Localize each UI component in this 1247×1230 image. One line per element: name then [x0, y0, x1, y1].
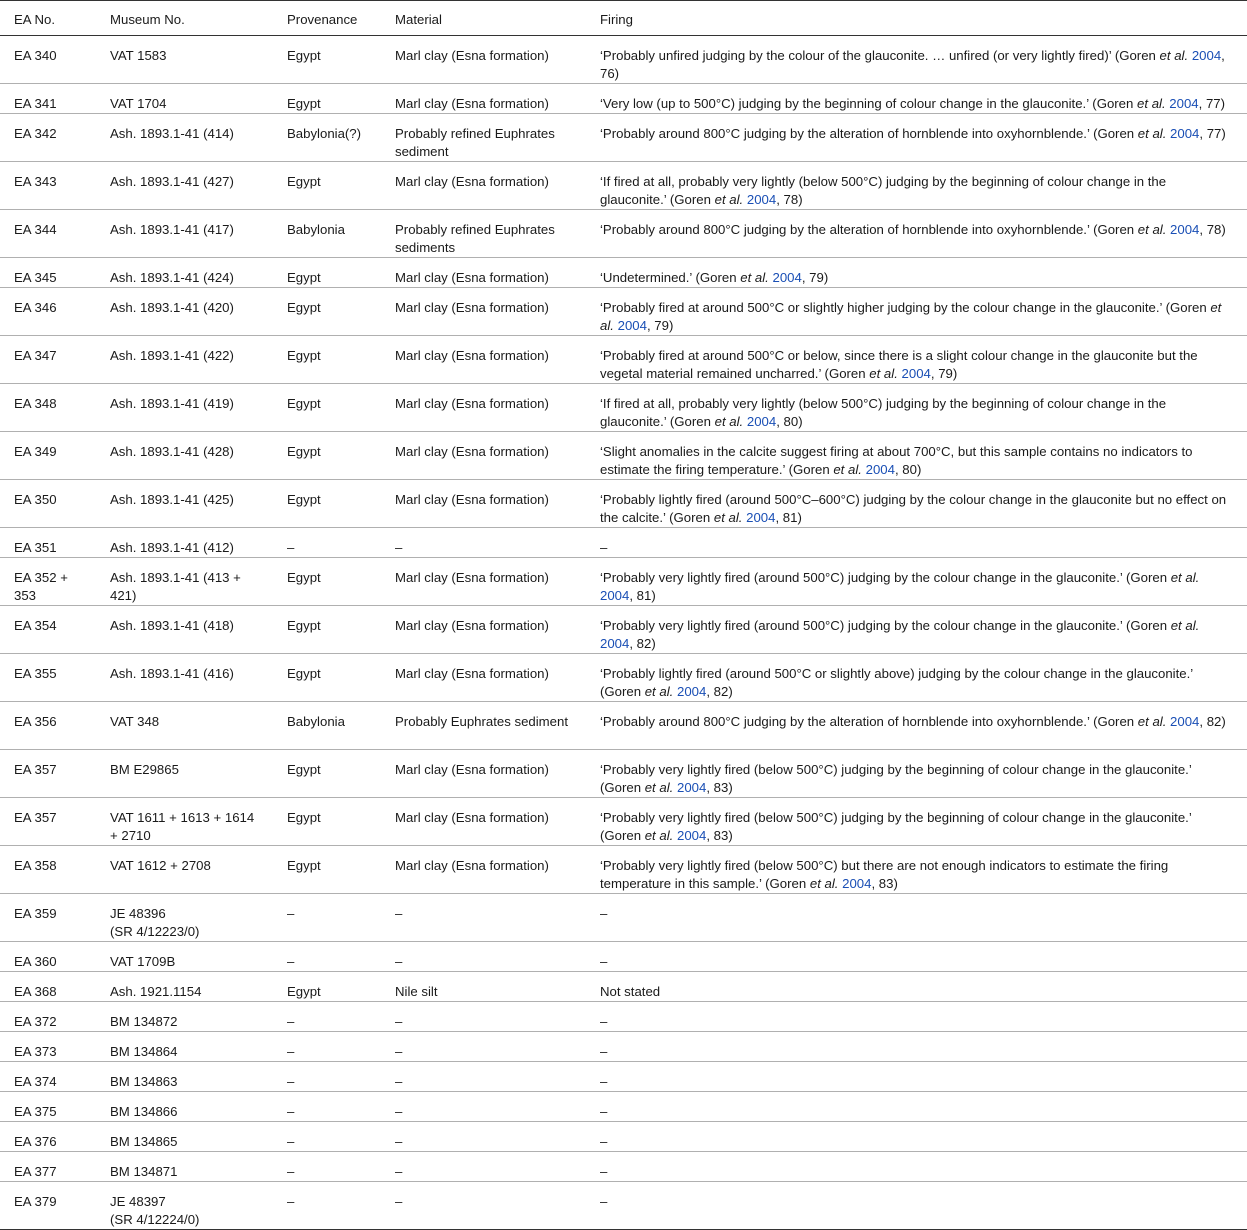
reference-link[interactable]: 2004: [1170, 222, 1200, 237]
cell-provenance: –: [273, 1091, 381, 1121]
table-row: [0, 210, 1247, 258]
firing-text: –: [600, 1163, 608, 1179]
cell-firing: [579, 606, 1247, 654]
cell-material: Marl clay (Esna formation): [381, 384, 579, 432]
museum-number: VAT 1704: [110, 96, 167, 111]
table-row: [0, 702, 1247, 750]
cell-ea-no: EA 343: [0, 162, 96, 210]
et-al: et al.: [1137, 96, 1166, 111]
cell-museum-no: [96, 971, 273, 1001]
firing-text: ‘Probably very lightly fired (below 500°C) judging by the beginning of colour change in the glauconite.’ (Goren: [600, 809, 1192, 843]
cell-museum-no: [96, 336, 273, 384]
page-ref: , 82): [1199, 714, 1226, 729]
firing-text: –: [600, 905, 608, 921]
cell-firing: [579, 1181, 1247, 1229]
table-row: [0, 162, 1247, 210]
table-row: [0, 114, 1247, 162]
header-ea-no: EA No.: [0, 1, 96, 36]
page-ref: , 78): [776, 192, 803, 207]
reference-link[interactable]: 2004: [1170, 714, 1200, 729]
cell-museum-no: [96, 845, 273, 893]
et-al: et al.: [600, 300, 1222, 333]
cell-material: Marl clay (Esna formation): [381, 36, 579, 84]
table-row: [0, 36, 1247, 84]
cell-ea-no: EA 340: [0, 36, 96, 84]
et-al: et al.: [809, 875, 839, 891]
et-al: et al.: [869, 366, 898, 381]
cell-firing: [579, 114, 1247, 162]
reference-link[interactable]: 2004: [1191, 48, 1222, 63]
header-firing: Firing: [579, 1, 1247, 36]
firing-text: –: [600, 1073, 608, 1089]
cell-firing: [579, 797, 1247, 845]
cell-firing: [579, 528, 1247, 558]
firing-text: ‘Probably lightly fired (around 500°C–600°C) judging by the colour change in the glauconite but no effect on the calcite.’ (Goren: [600, 492, 1227, 525]
cell-provenance: –: [273, 1151, 381, 1181]
cell-museum-no: [96, 84, 273, 114]
cell-provenance: Egypt: [273, 36, 381, 84]
cell-ea-no: EA 376: [0, 1121, 96, 1151]
firing-text: ‘Probably around 800°C judging by the alteration of hornblende into oxyhornblende.’ (Goren: [600, 222, 1135, 237]
cell-provenance: Egypt: [273, 845, 381, 893]
cell-firing: [579, 654, 1247, 702]
page-ref: , 80): [894, 462, 922, 477]
cell-material: Marl clay (Esna formation): [381, 606, 579, 654]
table-body: [0, 36, 1247, 1230]
cell-ea-no: EA 342: [0, 114, 96, 162]
museum-number: Ash. 1893.1-41 (420): [110, 300, 234, 315]
header-material: Material: [381, 1, 579, 36]
museum-number: Ash. 1893.1-41 (412): [110, 540, 234, 555]
museum-number: Ash. 1893.1-41 (424): [110, 270, 234, 285]
firing-text: ‘Probably very lightly fired (below 500°C) but there are not enough indicators to estimate the firing temperature in this sample.’ (Goren: [600, 857, 1169, 891]
cell-museum-no: [96, 893, 273, 941]
cell-museum-no: [96, 1091, 273, 1121]
page-ref: , 79): [801, 270, 829, 285]
museum-number: BM 134865: [110, 1133, 178, 1149]
cell-material: Probably refined Euphrates sediment: [381, 114, 579, 162]
et-al: et al.: [740, 270, 769, 285]
page-ref: , 78): [1199, 222, 1226, 237]
page-ref: , 79): [646, 318, 674, 333]
firing-text: ‘Probably unfired judging by the colour of the glauconite. … unfired (or very lightly fired)’ (Goren: [600, 48, 1156, 63]
museum-number-secondary: (SR 4/12223/0): [110, 923, 200, 939]
cell-provenance: –: [273, 1061, 381, 1091]
cell-material: –: [381, 1091, 579, 1121]
page-ref: , 77): [1199, 126, 1226, 141]
museum-number: Ash. 1893.1-41 (413 + 421): [110, 570, 241, 603]
table-row: [0, 893, 1247, 941]
table-row: [0, 558, 1247, 606]
table-row: [0, 654, 1247, 702]
et-al: et al.: [714, 192, 744, 207]
museum-number: JE 48397: [110, 1193, 166, 1209]
cell-firing: [579, 558, 1247, 606]
cell-provenance: Egypt: [273, 654, 381, 702]
museum-number: Ash. 1893.1-41 (428): [110, 444, 234, 459]
table-row: [0, 797, 1247, 845]
cell-firing: [579, 480, 1247, 528]
et-al: et al.: [713, 510, 743, 525]
cell-museum-no: [96, 1151, 273, 1181]
table-header: [0, 1, 1247, 36]
cell-firing: [579, 893, 1247, 941]
reference-link[interactable]: 2004: [676, 827, 707, 843]
cell-firing: [579, 1001, 1247, 1031]
cell-firing: [579, 702, 1247, 750]
page-ref: , 82): [629, 636, 656, 651]
cell-ea-no: EA 349: [0, 432, 96, 480]
cell-firing: [579, 1061, 1247, 1091]
cell-provenance: Egypt: [273, 336, 381, 384]
cell-ea-no: EA 346: [0, 288, 96, 336]
table-row: [0, 1061, 1247, 1091]
cell-museum-no: [96, 558, 273, 606]
cell-ea-no: EA 357: [0, 749, 96, 797]
cell-firing: [579, 941, 1247, 971]
museum-number: BM 134872: [110, 1013, 178, 1029]
reference-link[interactable]: 2004: [772, 270, 802, 285]
cell-provenance: Babylonia: [273, 210, 381, 258]
cell-provenance: Egypt: [273, 258, 381, 288]
cell-museum-no: [96, 1181, 273, 1229]
cell-material: Nile silt: [381, 971, 579, 1001]
reference-link[interactable]: 2004: [746, 192, 777, 207]
cell-ea-no: EA 357: [0, 797, 96, 845]
museum-number: BM 134871: [110, 1163, 178, 1179]
reference-link[interactable]: 2004: [865, 462, 895, 477]
header-provenance: Provenance: [273, 1, 381, 36]
cell-museum-no: [96, 1001, 273, 1031]
page-ref: , 77): [1198, 96, 1226, 111]
table-row: [0, 384, 1247, 432]
firing-text: ‘Very low (up to 500°C) judging by the beginning of colour change in the glauconite.’ (Goren: [600, 96, 1134, 111]
reference-link[interactable]: 2004: [901, 366, 931, 381]
et-al: et al.: [1137, 714, 1167, 729]
cell-museum-no: [96, 384, 273, 432]
cell-material: –: [381, 1031, 579, 1061]
museum-number: BM 134866: [110, 1103, 178, 1119]
cell-material: Marl clay (Esna formation): [381, 432, 579, 480]
cell-firing: [579, 1121, 1247, 1151]
cell-firing: [579, 288, 1247, 336]
table-row: [0, 941, 1247, 971]
cell-ea-no: EA 377: [0, 1151, 96, 1181]
table-row: [0, 1151, 1247, 1181]
cell-material: Marl clay (Esna formation): [381, 797, 579, 845]
table-row: [0, 288, 1247, 336]
cell-provenance: Egypt: [273, 971, 381, 1001]
table-row: [0, 1031, 1247, 1061]
et-al: et al.: [644, 779, 674, 795]
museum-number: BM 134863: [110, 1073, 178, 1089]
museum-number: Ash. 1921.1154: [110, 983, 202, 999]
et-al: et al.: [1137, 222, 1167, 237]
firing-text: ‘Probably around 800°C judging by the alteration of hornblende into oxyhornblende.’ (Goren: [600, 126, 1135, 141]
firing-text: ‘Probably very lightly fired (around 500°C) judging by the colour change in the glauconite.’ (Goren: [600, 618, 1168, 633]
cell-firing: [579, 384, 1247, 432]
cell-provenance: Egypt: [273, 558, 381, 606]
table-row: [0, 528, 1247, 558]
cell-ea-no: EA 374: [0, 1061, 96, 1091]
table-row: [0, 845, 1247, 893]
cell-ea-no: EA 372: [0, 1001, 96, 1031]
cell-material: –: [381, 1001, 579, 1031]
cell-provenance: Egypt: [273, 480, 381, 528]
table-row: [0, 1181, 1247, 1229]
header-museum-no: Museum No.: [96, 1, 273, 36]
table-row: [0, 480, 1247, 528]
cell-museum-no: [96, 749, 273, 797]
firing-text: Not stated: [600, 983, 661, 999]
firing-text: ‘Probably very lightly fired (around 500°C) judging by the colour change in the glauconite.’ (Goren: [600, 570, 1168, 585]
page-ref: , 82): [706, 684, 733, 699]
cell-firing: [579, 258, 1247, 288]
page-ref: , 83): [706, 779, 733, 795]
cell-museum-no: [96, 1121, 273, 1151]
cell-museum-no: [96, 258, 273, 288]
reference-link[interactable]: 2004: [676, 684, 707, 699]
cell-firing: [579, 432, 1247, 480]
et-al: et al.: [644, 684, 674, 699]
cell-provenance: Babylonia: [273, 702, 381, 750]
cell-firing: [579, 1151, 1247, 1181]
header-row: [0, 1, 1247, 36]
reference-link[interactable]: 2004: [746, 510, 776, 525]
cell-material: –: [381, 1121, 579, 1151]
cell-material: Marl clay (Esna formation): [381, 162, 579, 210]
table-row: [0, 606, 1247, 654]
firing-text: ‘Probably very lightly fired (below 500°C) judging by the beginning of colour change in the glauconite.’ (Goren: [600, 761, 1192, 795]
et-al: et al.: [1137, 126, 1167, 141]
cell-ea-no: EA 345: [0, 258, 96, 288]
museum-number: VAT 1583: [110, 48, 167, 63]
firing-text: ‘Probably fired at around 500°C or slightly higher judging by the colour change in the glauconite.’ (Goren: [600, 300, 1207, 315]
reference-link[interactable]: 2004: [842, 875, 872, 891]
cell-museum-no: [96, 606, 273, 654]
museum-number-secondary: (SR 4/12224/0): [110, 1211, 200, 1227]
cell-museum-no: [96, 288, 273, 336]
reference-link[interactable]: 2004: [600, 636, 630, 651]
cell-museum-no: [96, 162, 273, 210]
cell-firing: [579, 749, 1247, 797]
museum-number: VAT 1612 + 2708: [110, 857, 211, 873]
et-al: et al.: [1170, 618, 1200, 633]
cell-material: Marl clay (Esna formation): [381, 654, 579, 702]
cell-material: Marl clay (Esna formation): [381, 84, 579, 114]
table-row: [0, 1001, 1247, 1031]
cell-material: Probably refined Euphrates sediments: [381, 210, 579, 258]
cell-museum-no: [96, 1061, 273, 1091]
cell-ea-no: EA 373: [0, 1031, 96, 1061]
page-ref: , 80): [776, 414, 803, 429]
reference-link[interactable]: 2004: [1169, 96, 1199, 111]
cell-firing: [579, 84, 1247, 114]
museum-number: Ash. 1893.1-41 (427): [110, 174, 234, 189]
table-row: [0, 1091, 1247, 1121]
table-row: [0, 336, 1247, 384]
cell-firing: [579, 1091, 1247, 1121]
cell-material: Probably Euphrates sediment: [381, 702, 579, 750]
cell-ea-no: EA 360: [0, 941, 96, 971]
cell-ea-no: EA 359: [0, 893, 96, 941]
cell-provenance: Egypt: [273, 162, 381, 210]
cell-museum-no: [96, 480, 273, 528]
cell-museum-no: [96, 114, 273, 162]
table-row: [0, 749, 1247, 797]
museum-number: JE 48396: [110, 905, 166, 921]
cell-museum-no: [96, 210, 273, 258]
cell-material: Marl clay (Esna formation): [381, 258, 579, 288]
cell-ea-no: EA 356: [0, 702, 96, 750]
cell-material: –: [381, 941, 579, 971]
cell-firing: [579, 845, 1247, 893]
cell-material: Marl clay (Esna formation): [381, 288, 579, 336]
et-al: et al.: [833, 462, 862, 477]
cell-ea-no: EA 354: [0, 606, 96, 654]
cell-provenance: Egypt: [273, 749, 381, 797]
cell-material: Marl clay (Esna formation): [381, 558, 579, 606]
museum-number: VAT 1709B: [110, 953, 176, 969]
cell-provenance: Egypt: [273, 84, 381, 114]
reference-link[interactable]: 2004: [676, 779, 707, 795]
cell-firing: [579, 162, 1247, 210]
cell-provenance: –: [273, 1181, 381, 1229]
firing-text: –: [600, 1013, 608, 1029]
firing-text: ‘If fired at all, probably very lightly (below 500°C) judging by the beginning of colour change in the glauconite.’ (Goren: [600, 396, 1167, 429]
page-ref: , 83): [706, 827, 733, 843]
museum-number: Ash. 1893.1-41 (414): [110, 126, 234, 141]
museum-number: BM 134864: [110, 1043, 178, 1059]
cell-firing: [579, 210, 1247, 258]
museum-number: Ash. 1893.1-41 (419): [110, 396, 234, 411]
cell-material: –: [381, 1061, 579, 1091]
firing-text: –: [600, 1133, 608, 1149]
et-al: et al.: [714, 414, 744, 429]
museum-number: Ash. 1893.1-41 (418): [110, 618, 234, 633]
cell-material: –: [381, 528, 579, 558]
table-row: [0, 971, 1247, 1001]
cell-museum-no: [96, 432, 273, 480]
firing-text: ‘Probably around 800°C judging by the alteration of hornblende into oxyhornblende.’ (Goren: [600, 714, 1135, 729]
cell-ea-no: EA 348: [0, 384, 96, 432]
firing-text: –: [600, 1193, 608, 1209]
et-al: et al.: [1170, 570, 1200, 585]
table-row: [0, 1121, 1247, 1151]
cell-provenance: Egypt: [273, 288, 381, 336]
cell-ea-no: EA 351: [0, 528, 96, 558]
cell-material: Marl clay (Esna formation): [381, 336, 579, 384]
cell-material: Marl clay (Esna formation): [381, 480, 579, 528]
cell-provenance: Babylonia(?): [273, 114, 381, 162]
cell-material: Marl clay (Esna formation): [381, 749, 579, 797]
firing-text: –: [600, 1103, 608, 1119]
museum-number: Ash. 1893.1-41 (416): [110, 666, 234, 681]
cell-provenance: –: [273, 1121, 381, 1151]
cell-provenance: –: [273, 1001, 381, 1031]
cell-museum-no: [96, 797, 273, 845]
cell-provenance: Egypt: [273, 797, 381, 845]
page-ref: , 81): [629, 588, 656, 603]
cell-museum-no: [96, 941, 273, 971]
reference-link[interactable]: 2004: [746, 414, 777, 429]
museum-number: BM E29865: [110, 761, 179, 777]
firing-text: –: [600, 1043, 608, 1059]
cell-provenance: Egypt: [273, 606, 381, 654]
reference-link[interactable]: 2004: [617, 318, 647, 333]
cell-museum-no: [96, 702, 273, 750]
museum-number: Ash. 1893.1-41 (425): [110, 492, 234, 507]
firing-text: ‘Slight anomalies in the calcite suggest firing at about 700°C, but this sample contains no indicators to estimate the firing temperature.’ (Goren: [600, 444, 1193, 477]
et-al: et al.: [644, 827, 674, 843]
cell-ea-no: EA 350: [0, 480, 96, 528]
cell-provenance: Egypt: [273, 432, 381, 480]
cell-provenance: –: [273, 941, 381, 971]
cell-provenance: –: [273, 528, 381, 558]
page-ref: , 76): [600, 48, 1225, 81]
cell-material: –: [381, 893, 579, 941]
cell-ea-no: EA 355: [0, 654, 96, 702]
museum-number: VAT 1611 + 1613 + 1614 + 2710: [110, 809, 255, 843]
cell-firing: [579, 336, 1247, 384]
cell-ea-no: EA 341: [0, 84, 96, 114]
firing-text: –: [600, 540, 608, 555]
cell-ea-no: EA 344: [0, 210, 96, 258]
cell-museum-no: [96, 654, 273, 702]
page-ref: , 81): [775, 510, 802, 525]
table-row: [0, 432, 1247, 480]
cell-ea-no: EA 375: [0, 1091, 96, 1121]
cell-museum-no: [96, 528, 273, 558]
cell-ea-no: EA 347: [0, 336, 96, 384]
table-row: [0, 84, 1247, 114]
museum-number: Ash. 1893.1-41 (422): [110, 348, 234, 363]
cell-firing: [579, 36, 1247, 84]
cell-museum-no: [96, 1031, 273, 1061]
et-al: et al.: [1159, 48, 1189, 63]
firing-text: ‘Undetermined.’ (Goren: [600, 270, 737, 285]
cell-provenance: –: [273, 1031, 381, 1061]
cell-ea-no: EA 352 + 353: [0, 558, 96, 606]
cell-provenance: Egypt: [273, 384, 381, 432]
cell-firing: [579, 971, 1247, 1001]
cell-material: –: [381, 1181, 579, 1229]
cell-material: Marl clay (Esna formation): [381, 845, 579, 893]
cell-firing: [579, 1031, 1247, 1061]
firing-text: ‘Probably lightly fired (around 500°C or slightly above) judging by the colour change in the glauconite.’ (Goren: [600, 666, 1193, 699]
table-row: [0, 258, 1247, 288]
museum-number: Ash. 1893.1-41 (417): [110, 222, 234, 237]
page-ref: , 79): [930, 366, 958, 381]
cell-ea-no: EA 358: [0, 845, 96, 893]
reference-link[interactable]: 2004: [1170, 126, 1200, 141]
firing-text: ‘If fired at all, probably very lightly (below 500°C) judging by the beginning of colour change in the glauconite.’ (Goren: [600, 174, 1167, 207]
reference-link[interactable]: 2004: [600, 588, 630, 603]
cell-material: –: [381, 1151, 579, 1181]
cell-provenance: –: [273, 893, 381, 941]
firing-text: ‘Probably fired at around 500°C or below, since there is a slight colour change in the glauconite but the vegetal material remained uncharred.’ (Goren: [600, 348, 1198, 381]
cell-museum-no: [96, 36, 273, 84]
firing-text: –: [600, 953, 608, 969]
museum-number: VAT 348: [110, 714, 160, 729]
page-ref: , 83): [871, 875, 898, 891]
cell-ea-no: EA 379: [0, 1181, 96, 1229]
cell-ea-no: EA 368: [0, 971, 96, 1001]
